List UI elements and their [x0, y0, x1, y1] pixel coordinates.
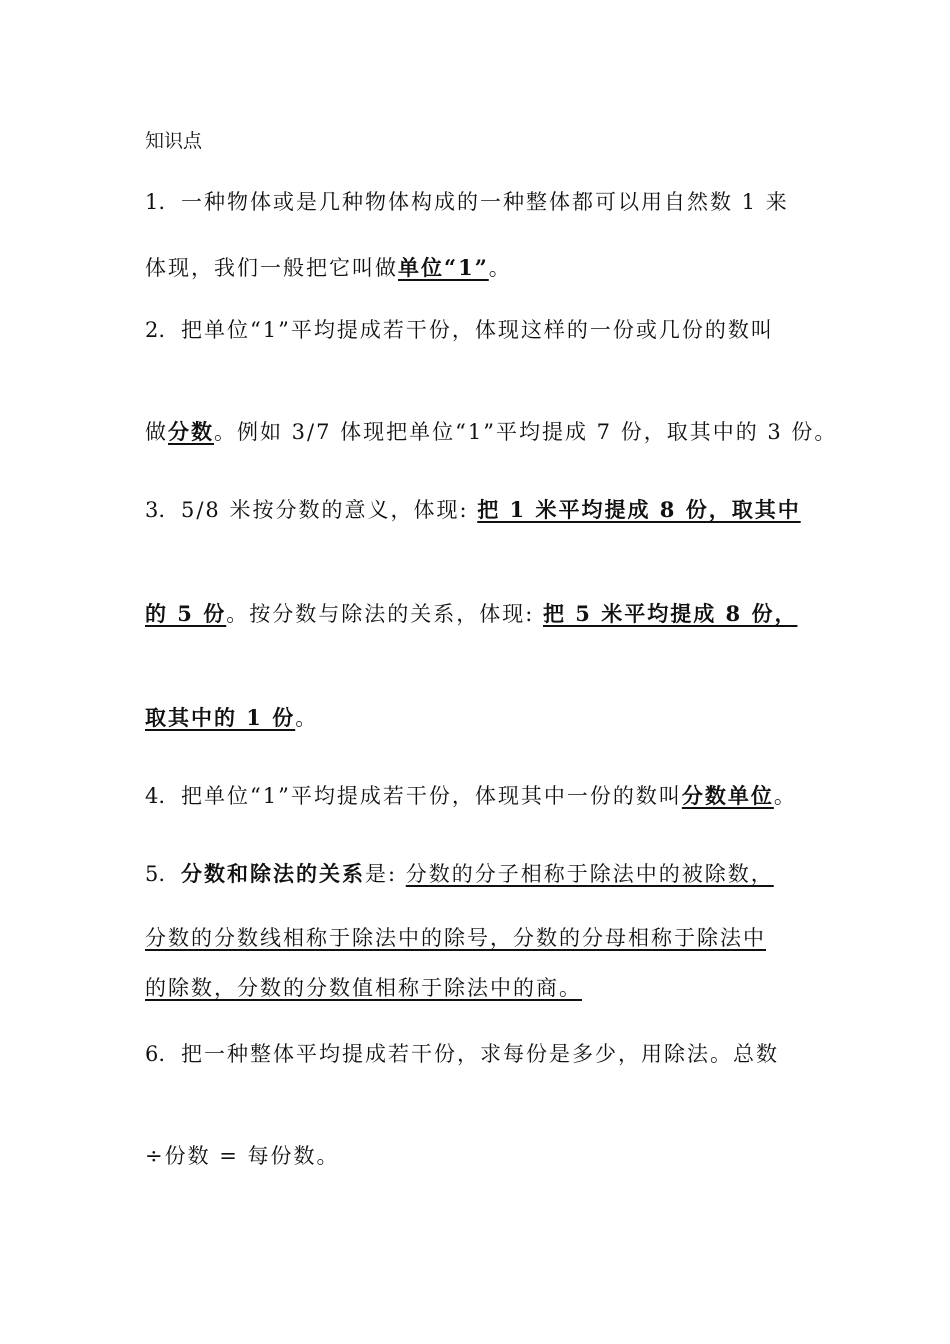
item-3-line-2: [145, 598, 797, 628]
item-3-text-cont: 。按分数与除法的关系，体现:: [226, 602, 543, 626]
item-5-relation-1: 分数的分子相称于除法中的被除数，: [405, 862, 774, 886]
item-6-number: 6.: [145, 1042, 166, 1066]
item-2-example: 。例如 3/7 体现把单位“1”平均提成 7 份，取其中的 3 份。: [214, 420, 838, 444]
item-4-number: 4.: [145, 784, 166, 808]
item-3-text: 5/8 米按分数的意义，体现:: [181, 498, 478, 522]
item-5-relation-3: 的除数，分数的分数值相称于除法中的商。: [145, 976, 582, 1000]
item-4-line-1: [145, 780, 797, 810]
item-2-number: 2.: [145, 318, 166, 342]
item-3-meaning-answer-cont: 的 5 份: [145, 601, 227, 626]
item-5-term: 分数和除法的关系: [181, 861, 365, 886]
item-1-text-cont: 体现，我们一般把它叫做: [145, 256, 398, 280]
item-3-number: 3.: [145, 498, 166, 522]
item-6-formula: ÷份数 = 每份数。: [145, 1144, 340, 1168]
item-4-period: 。: [773, 784, 797, 808]
item-1-line-1: [145, 186, 789, 216]
item-2-text-cont: 做: [145, 420, 168, 444]
section-title: 知识点: [145, 130, 203, 152]
item-1-term: 单位“1”: [398, 255, 489, 280]
item-1-text: 一种物体或是几种物体构成的一种整体都可以用自然数 1 来: [181, 190, 789, 214]
item-3-line-3: [145, 702, 318, 732]
item-4-term: 分数单位: [681, 783, 774, 808]
item-1-line-2: [145, 252, 512, 282]
item-2-line-2: [145, 416, 837, 446]
item-3-division-answer-cont: 取其中的 1 份: [145, 705, 296, 730]
item-3-division-answer: 把 5 米平均提成 8 份，: [542, 601, 798, 626]
item-5-line-3: [145, 972, 582, 1002]
item-5-relation-2: 分数的分数线相称于除法中的除号，分数的分母相称于除法中: [145, 926, 766, 950]
item-6-line-1: [145, 1038, 779, 1068]
item-3-line-1: [145, 494, 801, 524]
item-5-number: 5.: [145, 862, 166, 886]
item-6-line-2: [145, 1140, 340, 1170]
item-2-term: 分数: [168, 419, 214, 444]
item-5-line-2: [145, 922, 766, 952]
item-5-line-1: [145, 858, 774, 888]
item-1-number: 1.: [145, 190, 166, 214]
item-2-line-1: [145, 314, 774, 344]
item-1-period: 。: [488, 256, 512, 280]
item-3-period: 。: [295, 706, 319, 730]
item-5-text: 是:: [365, 862, 406, 886]
item-6-text: 把一种整体平均提成若干份，求每份是多少，用除法。总数: [181, 1042, 779, 1066]
item-3-meaning-answer: 把 1 米平均提成 8 份，取其中: [477, 497, 801, 522]
item-2-text: 把单位“1”平均提成若干份，体现这样的一份或几份的数叫: [181, 318, 774, 342]
item-4-text: 把单位“1”平均提成若干份，体现其中一份的数叫: [181, 784, 682, 808]
